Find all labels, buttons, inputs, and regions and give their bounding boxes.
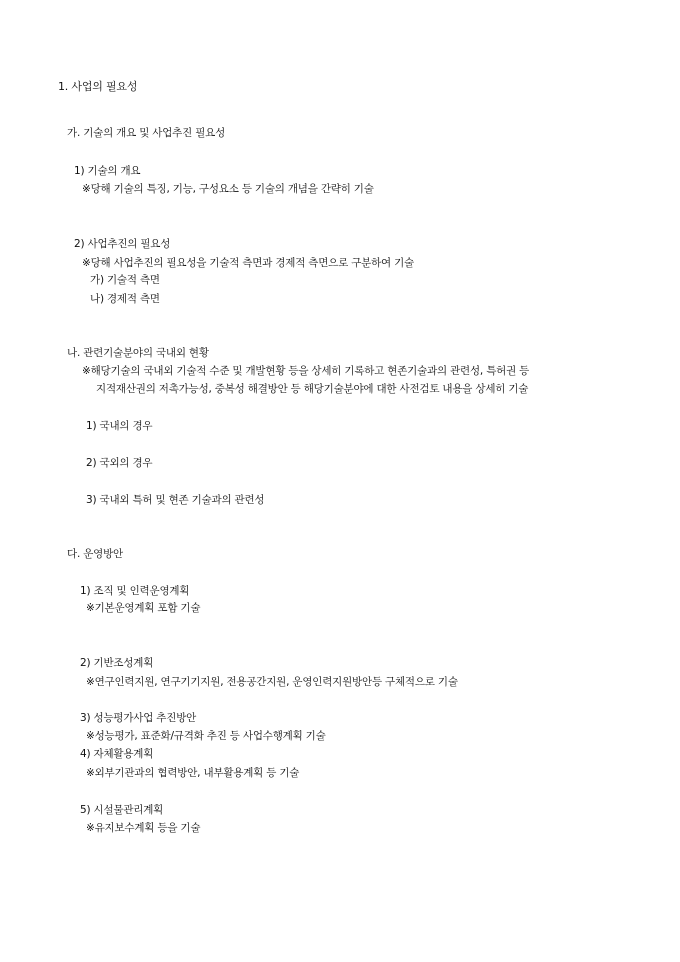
item-heading: 2) 사업추진의 필요성: [74, 238, 171, 250]
item-heading: 1) 국내의 경우: [86, 420, 153, 432]
note-text: ※해당기술의 국내외 기술적 수준 및 개발현황 등을 상세히 기록하고 현존기술과의 관련성, 특허권 등: [82, 365, 530, 377]
note-text: ※당해 사업추진의 필요성을 기술적 측면과 경제적 측면으로 구분하여 기술: [82, 257, 414, 269]
item-heading: 3) 국내외 특허 및 현존 기술과의 관련성: [86, 494, 265, 506]
subsection-heading-ga: 가. 기술의 개요 및 사업추진 필요성: [67, 127, 226, 139]
note-text: ※기본운영계획 포함 기술: [86, 602, 201, 614]
item-heading: 1) 조직 및 인력운영계획: [80, 585, 190, 597]
item-heading: 1) 기술의 개요: [74, 165, 141, 177]
note-text: ※유지보수계획 등을 기술: [86, 822, 201, 834]
note-text-continued: 지적재산권의 저촉가능성, 중복성 해결방안 등 해당기술분야에 대한 사전검토 내용을 상세히 기술: [96, 383, 529, 395]
item-heading: 5) 시설물관리계획: [80, 804, 164, 816]
item-heading: 3) 성능평가사업 추진방안: [80, 712, 197, 724]
note-text: ※성능평가, 표준화/규격화 추진 등 사업수행계획 기술: [86, 730, 326, 742]
note-text: ※연구인력지원, 연구기기지원, 전용공간지원, 운영인력지원방안등 구체적으로 기술: [86, 676, 458, 688]
section-heading-1: 1. 사업의 필요성: [58, 80, 138, 93]
item-heading: 2) 기반조성계획: [80, 657, 154, 669]
sub-item: 나) 경제적 측면: [90, 293, 160, 305]
sub-item: 가) 기술적 측면: [90, 274, 160, 286]
item-heading: 4) 자체활용계획: [80, 748, 154, 760]
note-text: ※외부기관과의 협력방안, 내부활용계획 등 기술: [86, 767, 300, 779]
subsection-heading-na: 나. 관련기술분야의 국내외 현황: [67, 347, 209, 359]
note-text: ※당해 기술의 특징, 기능, 구성요소 등 기술의 개념을 간략히 기술: [82, 183, 374, 195]
subsection-heading-da: 다. 운영방안: [67, 548, 123, 560]
item-heading: 2) 국외의 경우: [86, 457, 153, 469]
